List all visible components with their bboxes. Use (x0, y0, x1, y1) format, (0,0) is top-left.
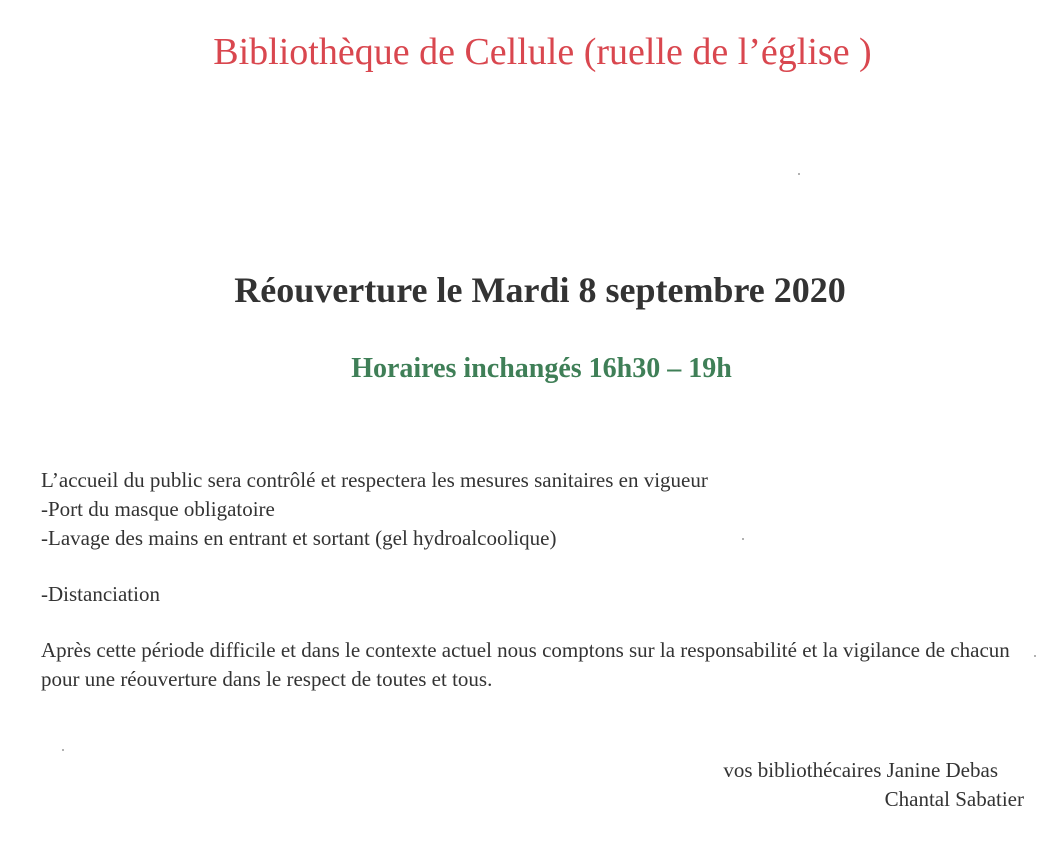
signature-block (723, 756, 1024, 814)
signature-line-1: vos bibliothécaires Janine Debas (723, 758, 998, 782)
spacer (41, 609, 1041, 636)
intro-paragraph: L’accueil du public sera contrôlé et respectera les mesures sanitaires en vigueur (41, 468, 708, 492)
scan-speck (798, 173, 800, 175)
rule-distancing: -Distanciation (41, 582, 160, 606)
spacer (41, 553, 1041, 580)
reopening-date-heading: Réouverture le Mardi 8 septembre 2020 (234, 270, 846, 310)
closing-paragraph: Après cette période difficile et dans le contexte actuel nous comptons sur la responsabilité et la vigilance de chacun pour une réouverture dans le respect de toutes et tous. (41, 638, 1010, 691)
signature-line-2: Chantal Sabatier (884, 787, 1024, 811)
opening-hours: Horaires inchangés 16h30 – 19h (351, 353, 732, 384)
library-title: Bibliothèque de Cellule (ruelle de l’église ) (213, 31, 872, 73)
notice-body (41, 466, 1041, 694)
rule-mask: -Port du masque obligatoire (41, 497, 275, 521)
scan-speck (62, 749, 64, 751)
scan-speck (742, 538, 744, 540)
rule-hand-washing: -Lavage des mains en entrant et sortant (gel hydroalcoolique) (41, 526, 557, 550)
scan-speck (1034, 655, 1036, 657)
